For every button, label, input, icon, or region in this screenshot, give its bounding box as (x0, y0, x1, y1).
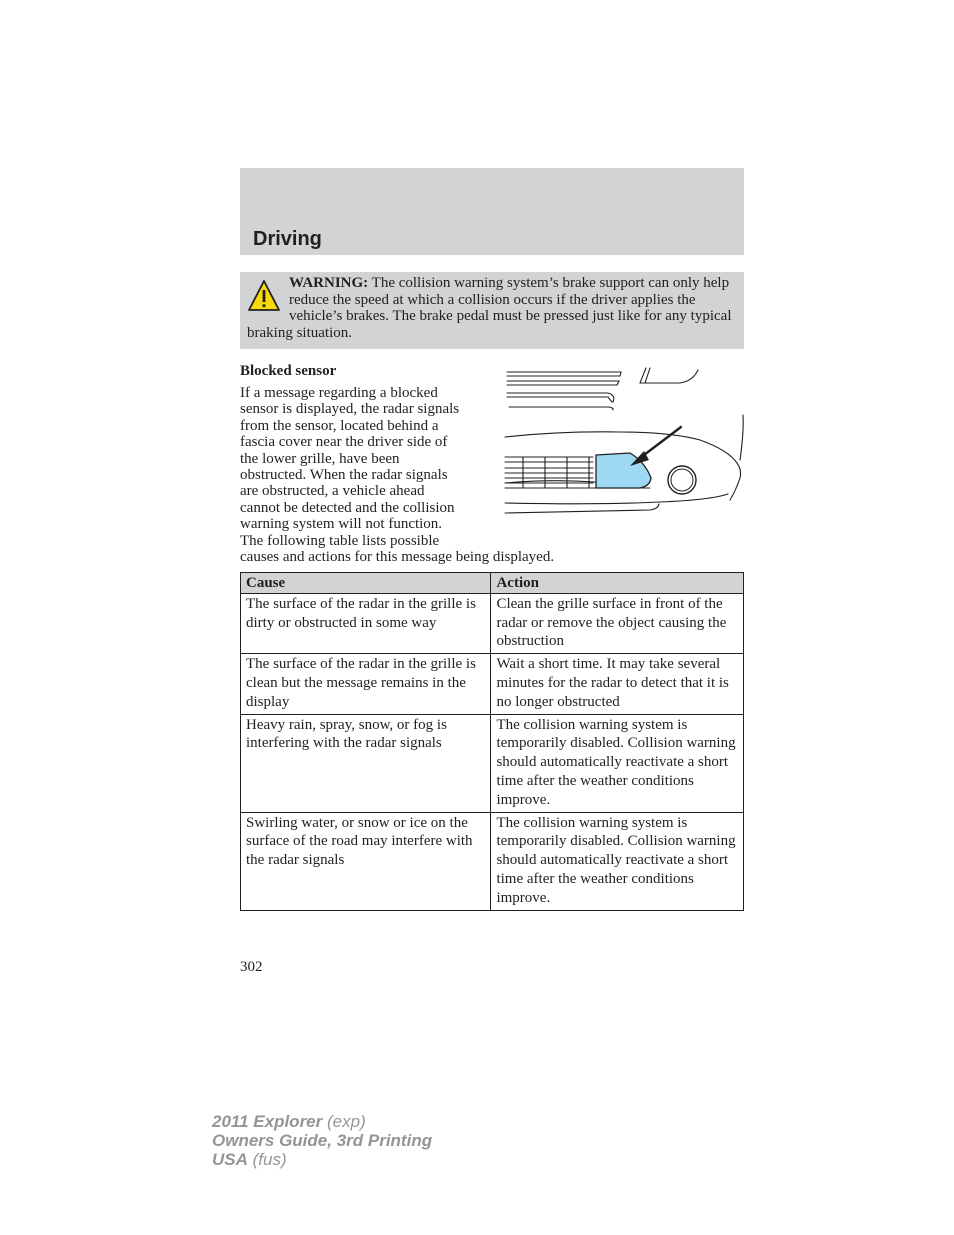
footer-market: USA (212, 1150, 248, 1169)
cause-cell: The surface of the radar in the grille is clean but the message remains in the display (241, 654, 491, 714)
front-grille-radar-sensor-illustration (500, 362, 748, 522)
footer-line-market (212, 1150, 432, 1169)
paragraph-line: If a message regarding a blocked (240, 385, 438, 401)
page-number: 302 (240, 959, 263, 975)
cause-cell: Swirling water, or snow or ice on the surface of the road may interfere with the radar signals (241, 812, 491, 910)
action-column-header: Action (491, 573, 744, 594)
paragraph-line: fascia cover near the driver side of (240, 434, 448, 451)
paragraph-line: sensor is displayed, the radar signals (240, 401, 460, 418)
action-cell: Wait a short time. It may take several minutes for the radar to detect that it is no longer obstructed (491, 654, 744, 714)
warning-box (240, 272, 744, 349)
paragraph-line: warning system will not function. (240, 516, 443, 533)
paragraph-line: from the sensor, located behind a (240, 417, 439, 434)
paragraph-line: the lower grille, have been (240, 450, 400, 467)
table-row (241, 654, 744, 714)
document-footer (212, 1112, 432, 1169)
table-header-row (241, 573, 744, 594)
table-row (241, 812, 744, 910)
section-header (240, 168, 744, 255)
cause-column-header: Cause (241, 573, 491, 594)
footer-model-code: (exp) (327, 1112, 366, 1131)
warning-triangle-icon (247, 279, 281, 313)
paragraph-line: causes and actions for this message being displayed. (240, 549, 555, 566)
footer-market-code: (fus) (252, 1150, 287, 1169)
paragraph-line: are obstructed, a vehicle ahead (240, 483, 425, 500)
cause-action-table (240, 572, 744, 911)
section-title: Driving (253, 228, 322, 250)
footer-line-model (212, 1112, 432, 1131)
footer-guide-edition: Owners Guide, 3rd Printing (212, 1131, 433, 1150)
warning-label: WARNING: (289, 275, 369, 291)
table-row (241, 593, 744, 653)
paragraph-line: cannot be detected and the collision (240, 499, 455, 516)
action-cell: The collision warning system is temporarily disabled. Collision warning should automatically reactivate a short time after the weather conditions improve. (491, 812, 744, 910)
blocked-sensor-heading: Blocked sensor (240, 363, 337, 379)
table-row (241, 714, 744, 812)
cause-cell: Heavy rain, spray, snow, or fog is interfering with the radar signals (241, 714, 491, 812)
paragraph-line: The following table lists possible (240, 532, 440, 549)
action-cell: The collision warning system is temporarily disabled. Collision warning should automatically reactivate a short time after the weather conditions improve. (491, 714, 744, 812)
paragraph-line: obstructed. When the radar signals (240, 467, 448, 484)
footer-model: 2011 Explorer (212, 1112, 323, 1131)
action-cell: Clean the grille surface in front of the radar or remove the object causing the obstruction (491, 593, 744, 653)
cause-cell: The surface of the radar in the grille is dirty or obstructed in some way (241, 593, 491, 653)
warning-text: The collision warning system’s brake support can only help reduce the speed at which a collision occurs if the driver applies the vehicle’s brakes. The brake pedal must be pressed just like for any typical braking situation. (247, 275, 732, 341)
